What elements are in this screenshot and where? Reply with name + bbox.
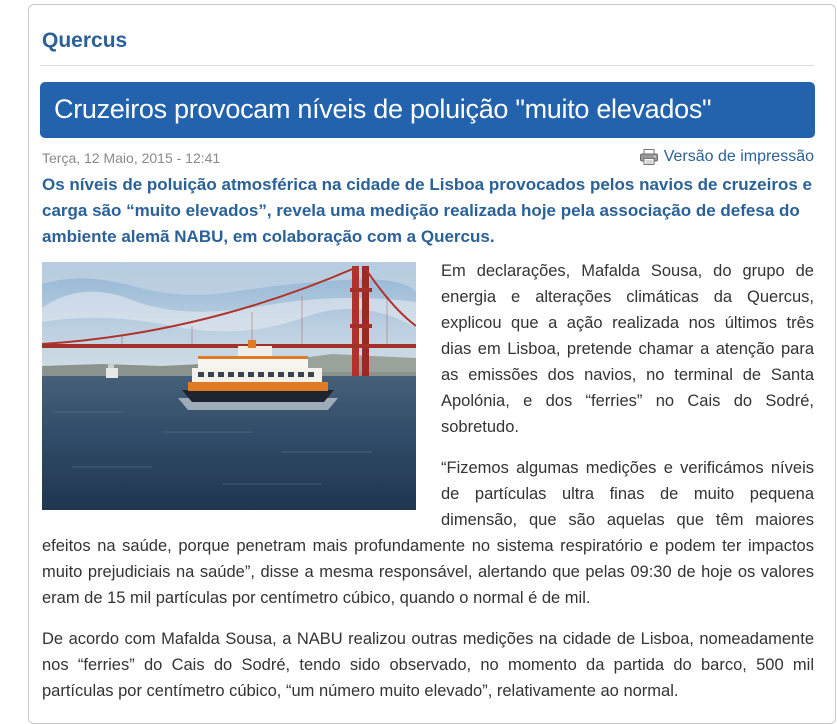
article-lead: Os níveis de poluição atmosférica na cidade de Lisboa provocados pelos navios de cruzeiros e carga são “muito elevados”, revela uma medição realizada hoje pela associação de defesa do ambiente alemã NABU, em colaboração com a Quercus. <box>42 175 812 246</box>
print-version-label: Versão de impressão <box>663 148 814 165</box>
article-headline: Cruzeiros provocam níveis de poluição "muito elevados" <box>54 94 712 124</box>
headline-bar <box>40 82 815 138</box>
print-version-link[interactable] <box>640 148 814 166</box>
article-date: Terça, 12 Maio, 2015 - 12:41 <box>42 150 221 166</box>
article-paragraph: “Fizemos algumas medições e verificámos níveis de partículas ultra finas de muito pequena dimensão, que são aquelas que têm maiores efeitos na saúde, porque penetram mais profundamente no sistema respiratório e podem ter impactos muito prejudiciais na saúde”, disse a mesma responsável, alertando que pelas 09:30 de hoje os valores eram de 15 mil partículas por centímetro cúbico, quando o normal é de mil. <box>42 459 814 607</box>
article-body <box>42 262 814 719</box>
title-divider <box>40 65 814 66</box>
article-paragraph: Em declarações, Mafalda Sousa, do grupo de energia e alterações climáticas da Quercus, explicou que a ação realizada nos últimos três dias em Lisboa, pretende chamar a atenção para as emissões dos navios, no terminal de Santa Apolónia, e dos “ferries” no Cais do Sodré, sobretudo. <box>441 262 814 436</box>
article-paragraph: De acordo com Mafalda Sousa, a NABU realizou outras medições na cidade de Lisboa, nomeadamente nos “ferries” do Cais do Sodré, tendo sido observado, no momento da partida do barco, 500 mil partículas por centímetro cúbico, “um número muito elevado”, relativamente ao normal. <box>42 630 814 700</box>
section-title[interactable]: Quercus <box>42 29 128 52</box>
article-photo <box>42 262 416 510</box>
printer-icon <box>640 149 658 165</box>
